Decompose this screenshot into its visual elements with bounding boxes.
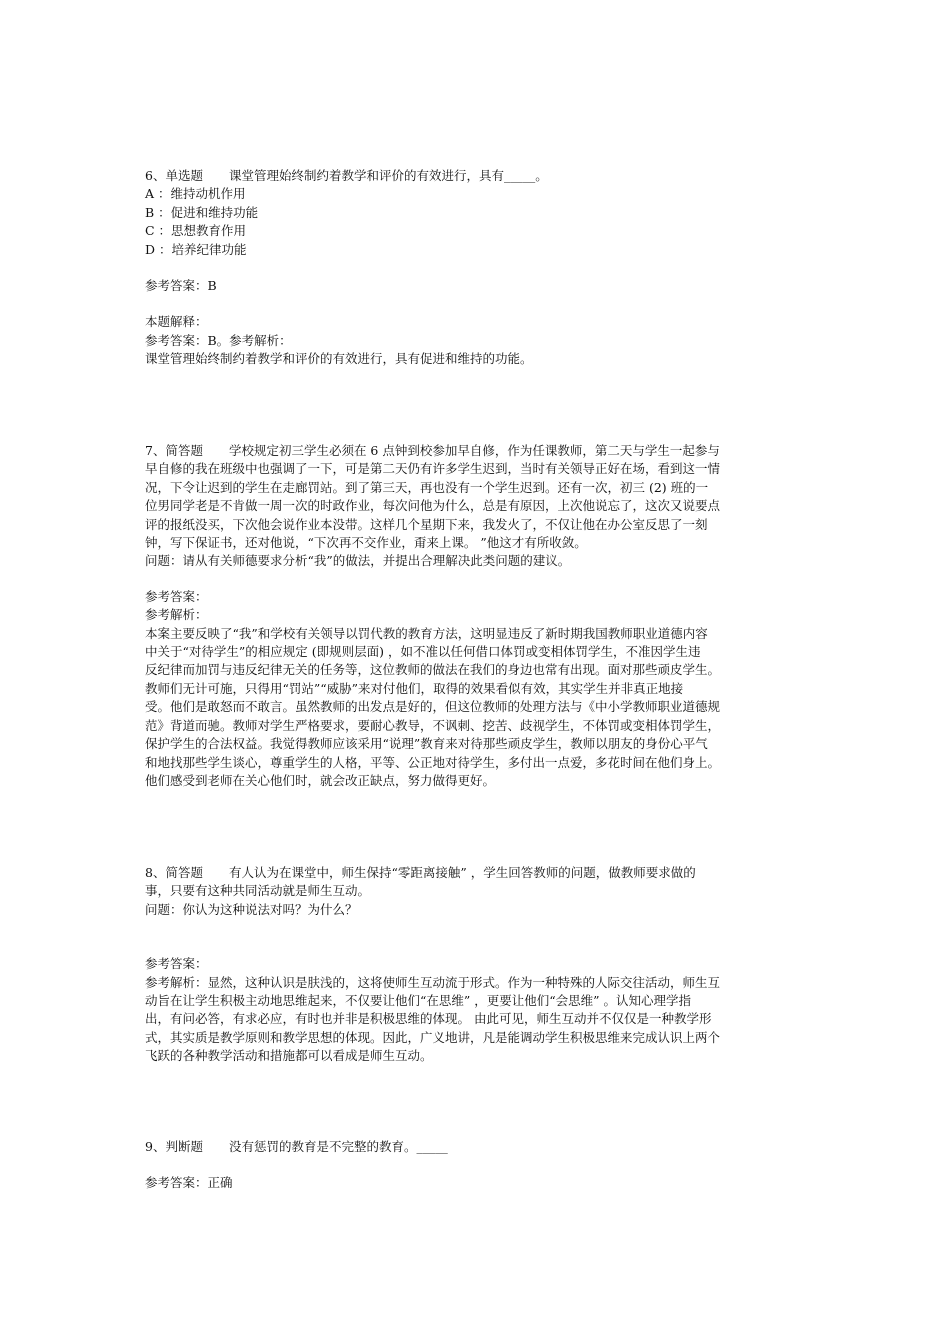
question-8-explain-line: 式，其实质是教学原则和教学思想的体现。因此，广义地讲，凡是能调动学生积极思维来完成认识上两个: [145, 1029, 721, 1045]
question-7-stem-line: 钟，写下保证书，还对他说，“下次再不交作业，甭来上课。 ”他这才有所收敛。: [145, 535, 587, 551]
question-8-explain-line: 飞跃的各种教学活动和措施都可以看成是师生互动。: [145, 1048, 433, 1064]
question-7-explain-line: 受。他们是敢怒而不敢言。虽然教师的出发点是好的，但这位教师的处理方法与《中小学教师职业道德规: [145, 699, 721, 715]
question-6-explain-line-2: 课堂管理始终制约着教学和评价的有效进行，具有促进和维持的功能。: [145, 351, 533, 367]
question-6-answer: 参考答案：B: [145, 278, 217, 294]
question-7-stem-line: 位男同学老是不肯做一周一次的时政作业，每次问他为什么，总是有原因，上次他说忘了，这次又说要点: [145, 498, 721, 514]
question-8-explain-line: 参考解析：显然，这种认识是肤浅的，这将使师生互动流于形式。作为一种特殊的人际交往活动，师生互: [145, 974, 721, 990]
question-8-header: [145, 864, 807, 882]
option-a: A ：维持动机作用: [145, 186, 246, 202]
question-7-heading: 7、简答题: [145, 443, 203, 458]
question-6-heading: 6、单选题: [145, 168, 203, 183]
question-7-explain-line: 教师们无计可施，只得用“罚站”“威胁”来对付他们，取得的效果看似有效，其实学生并非真正地接: [145, 680, 684, 696]
question-7-question: 问题：请从有关师德要求分析“我”的做法，并提出合理解决此类问题的建议。: [145, 553, 571, 569]
question-8-explain-line: 出，有问必答，有求必应，有时也并非是积极思维的体现。 由此可见，师生互动并不仅仅是一种教学形: [145, 1011, 712, 1027]
question-7-stem-line: 况，下令让迟到的学生在走廊罚站。到了第三天，再也没有一个学生迟到。还有一次，初三 (2) 班的一: [145, 479, 709, 495]
question-6-explain-line-1: 参考答案：B。参考解析：: [145, 332, 292, 348]
question-9-answer: 参考答案：正确: [145, 1175, 233, 1191]
question-7-explain-line: 他们感受到老师在关心他们时，就会改正缺点，努力做得更好。: [145, 772, 496, 788]
question-8: [145, 864, 807, 1066]
question-7-stem-line: 学校规定初三学生必须在 6 点钟到校参加早自修，作为任课教师，第二天与学生一起参与: [228, 443, 720, 458]
question-9-header: [145, 1138, 807, 1156]
question-8-question: 问题：你认为这种说法对吗？为什么？: [145, 901, 358, 917]
question-9-stem: 没有惩罚的教育是不完整的教育。_____: [228, 1139, 448, 1154]
question-6-header: [145, 167, 807, 185]
question-7-explain-line: 中关于“对待学生”的相应规定 (即规则层面) ，如不准以任何借口体罚或变相体罚学生，不准因学生违: [145, 644, 701, 660]
question-8-heading: 8、简答题: [145, 865, 203, 880]
question-7-answer-title: 参考答案：: [145, 588, 208, 604]
option-c: C ：思想教育作用: [145, 223, 247, 239]
question-7-explain-title: 参考解析：: [145, 607, 208, 623]
question-7-explain-line: 保护学生的合法权益。我觉得教师应该采用“说理”教育来对待那些顽皮学生，教师以朋友的身份心平气: [145, 736, 708, 752]
question-7: [145, 442, 807, 790]
question-8-explain-line: 动旨在让学生积极主动地思维起来，不仅要让他们“在思维” ，更要让他们“会思维” 。认知心理学指: [145, 993, 692, 1009]
question-9: [145, 1138, 807, 1193]
option-b: B ：促进和维持功能: [145, 204, 259, 220]
option-d: D ：培养纪律功能: [145, 241, 247, 257]
question-7-explain-line: 反纪律而加罚与违反纪律无关的任务等，这位教师的做法在我们的身边也常有出现。面对那些顽皮学生。: [145, 662, 721, 678]
question-8-answer-title: 参考答案：: [145, 956, 208, 972]
question-8-stem-line: 有人认为在课堂中，师生保持“零距离接触” ，学生回答教师的问题，做教师要求做的: [228, 865, 696, 880]
question-7-header: [145, 442, 807, 460]
question-7-stem-line: 早自修的我在班级中也强调了一下，可是第二天仍有许多学生迟到，当时有关领导正好在场，看到这一情: [145, 461, 721, 477]
question-6-stem: 课堂管理始终制约着教学和评价的有效进行，具有_____。: [228, 168, 548, 183]
question-7-stem-line: 评的报纸没买，下次他会说作业本没带。这样几个星期下来，我发火了，不仅让他在办公室反思了一刻: [145, 516, 708, 532]
question-8-stem-line: 事，只要有这种共同活动就是师生互动。: [145, 883, 371, 899]
question-7-explain-line: 本案主要反映了“我”和学校有关领导以罚代教的教育方法，这明显违反了新时期我国教师职业道德内容: [145, 625, 708, 641]
question-9-heading: 9、判断题: [145, 1139, 203, 1154]
question-7-explain-line: 和地找那些学生谈心，尊重学生的人格，平等、公正地对待学生，多付出一点爱，多花时间在他们身上。: [145, 754, 721, 770]
question-6-explain-title: 本题解释：: [145, 314, 208, 330]
question-6: [145, 167, 807, 369]
question-7-explain-line: 范》背道而驰。教师对学生严格要求，要耐心教导，不讽刺、挖苦、歧视学生，不体罚或变相体罚学生，: [145, 717, 721, 733]
